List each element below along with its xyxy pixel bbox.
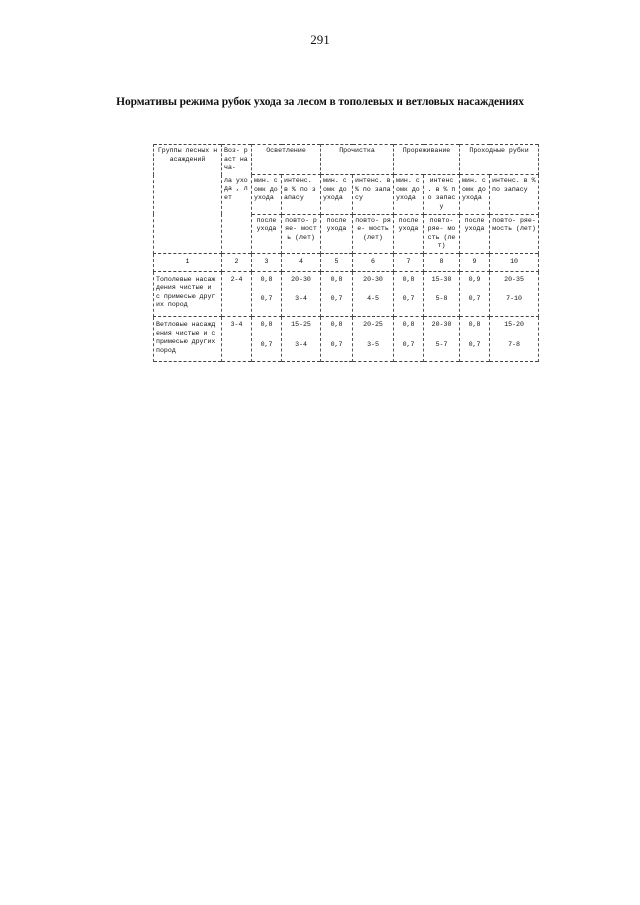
cell-value: 0,7: [468, 340, 481, 348]
cell-value: 0,7: [330, 295, 343, 303]
cell-value: 20-30: [363, 275, 383, 283]
cell-value: 3-4: [295, 340, 307, 348]
page-number: 291: [310, 32, 330, 47]
header-min-1: мин. сомк до ухода: [252, 175, 282, 214]
cell-value: 0,8: [260, 275, 273, 283]
cell-value: 0,7: [330, 340, 343, 348]
table-row: [154, 317, 539, 362]
cell-int-1: [282, 271, 321, 316]
header-group-prochistka: Прочистка: [321, 145, 394, 175]
header-min-3: мин. сомк до ухода: [394, 175, 424, 214]
cell-value: 15-30: [431, 275, 452, 283]
header-after-4: после ухода: [460, 214, 490, 253]
cell-value: 7-8: [508, 340, 520, 348]
cell-int-3: [424, 317, 460, 362]
header-repeat-1: повто- ряе- мость (лет): [282, 214, 321, 253]
header-repeat-3: повто- ряе- мость (лет): [424, 214, 460, 253]
cell-value: 4-5: [367, 295, 379, 303]
cell-min-2: [321, 271, 353, 316]
felling-standards-table: [153, 144, 539, 362]
col-num-8: 8: [424, 254, 460, 272]
header-repeat-2: повто- ряе- мость (лет): [353, 214, 394, 253]
cell-value: 0,7: [260, 295, 273, 303]
header-min-4: мин. сомк до ухода: [460, 175, 490, 214]
cell-value: 3-5: [367, 340, 379, 348]
cell-min-4: [460, 317, 490, 362]
cell-int-4: [490, 271, 539, 316]
cell-value: 5-8: [435, 295, 448, 303]
col-num-9: 9: [460, 254, 490, 272]
cell-value: 7-10: [506, 295, 522, 303]
cell-value: 20-35: [504, 275, 524, 283]
row-group-name: Ветловые насаждения чистые и с примесью других пород: [154, 317, 222, 362]
header-repeat-4: повто- ряе- мость (лет): [490, 214, 539, 253]
cell-value: 15-25: [291, 321, 311, 328]
col-num-4: 4: [282, 254, 321, 272]
row-group-name: Тополевые насаждения чистые и с примесью других пород: [154, 271, 222, 316]
header-age-top: Воз- раст нача-: [222, 145, 252, 175]
cell-value: 0,8: [402, 321, 415, 328]
cell-int-1: [282, 317, 321, 362]
header-row-groups: [154, 145, 539, 175]
cell-min-1: [252, 317, 282, 362]
cell-value: 5-7: [435, 340, 448, 348]
header-int-3: интенс . в % по запасу: [424, 175, 460, 214]
row-age: 3-4: [222, 317, 252, 362]
cell-value: 0,8: [402, 275, 415, 283]
column-number-row: [154, 254, 539, 272]
cell-int-4: [490, 317, 539, 362]
cell-value: 0,8: [468, 321, 481, 328]
header-group-osvetlenie: Осветление: [252, 145, 321, 175]
cell-value: 0,8: [330, 275, 343, 283]
header-after-1: после ухода: [252, 214, 282, 253]
col-num-3: 3: [252, 254, 282, 272]
cell-value: 20-30: [291, 275, 311, 283]
col-num-10: 10: [490, 254, 539, 272]
col-num-2: 2: [222, 254, 252, 272]
col-num-1: 1: [154, 254, 222, 272]
cell-value: 0,7: [468, 295, 481, 303]
cell-value: 0,7: [402, 340, 415, 348]
cell-min-1: [252, 271, 282, 316]
header-group-prokhodnye: Проходные рубки: [460, 145, 539, 175]
cell-int-3: [424, 271, 460, 316]
row-age: 2-4: [222, 271, 252, 316]
cell-int-2: [353, 271, 394, 316]
cell-value: 0,7: [260, 340, 273, 348]
cell-value: 20-25: [363, 321, 383, 328]
header-int-1: интенс. в % по запасу: [282, 175, 321, 214]
header-after-2: после ухода: [321, 214, 353, 253]
cell-min-4: [460, 271, 490, 316]
cell-value: 0,7: [402, 295, 415, 303]
header-group-column: Группы лесных насаждений: [154, 145, 222, 254]
header-group-prorezhivanie: Прореживание: [394, 145, 460, 175]
header-after-3: после ухода: [394, 214, 424, 253]
cell-value: 15-20: [504, 321, 524, 328]
document-title: Нормативы режима рубок ухода за лесом в тополевых и ветловых насаждениях: [116, 96, 524, 108]
header-age-bottom: ла ухода , лет: [222, 175, 252, 254]
table-row: [154, 271, 539, 316]
col-num-7: 7: [394, 254, 424, 272]
cell-min-3: [394, 271, 424, 316]
cell-int-2: [353, 317, 394, 362]
cell-value: 20-30: [431, 321, 452, 328]
cell-value: 0,8: [330, 321, 343, 328]
cell-value: 0,8: [260, 321, 273, 328]
cell-min-3: [394, 317, 424, 362]
cell-value: 3-4: [295, 295, 307, 303]
col-num-6: 6: [353, 254, 394, 272]
header-int-4: интенс. в % по запасу: [490, 175, 539, 214]
header-int-2: интенс. в % по запасу: [353, 175, 394, 214]
cell-value: 0,9: [468, 275, 481, 283]
cell-min-2: [321, 317, 353, 362]
col-num-5: 5: [321, 254, 353, 272]
header-min-2: мин. сомк до ухода: [321, 175, 353, 214]
